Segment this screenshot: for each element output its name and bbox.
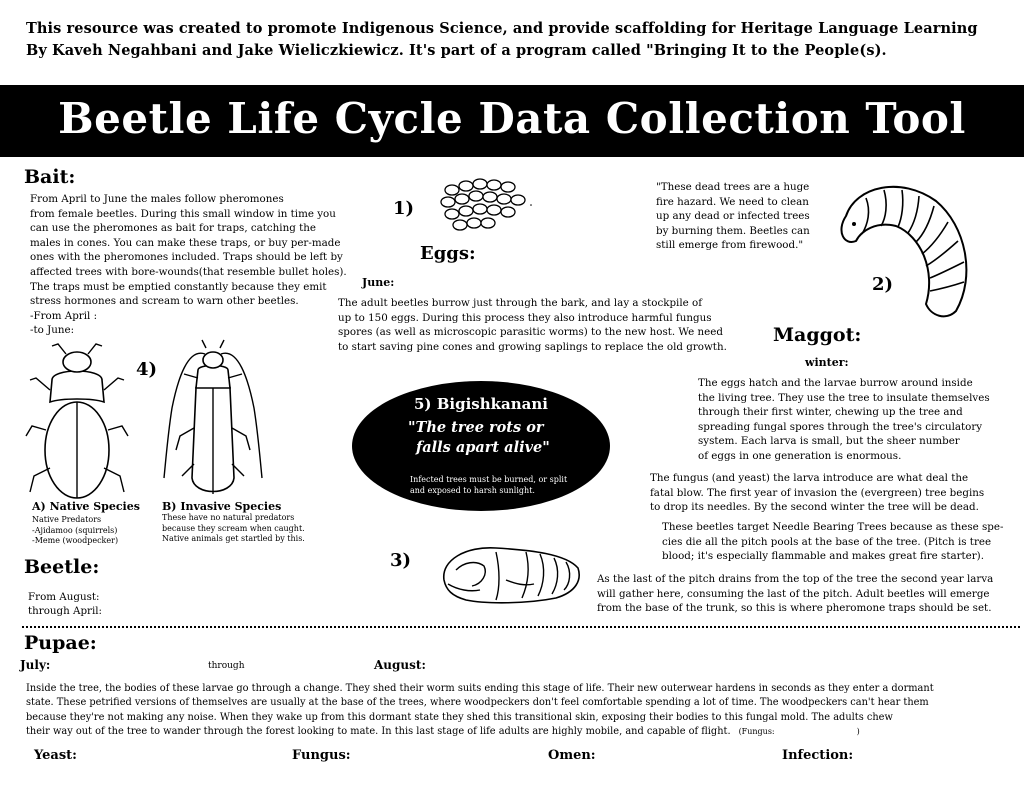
maggot-line: system. Each larva is small, but the sheer number xyxy=(698,435,960,448)
yeast-label: Yeast: xyxy=(34,748,77,763)
maggot-heading: Maggot: xyxy=(773,324,862,346)
pupae-july: July: xyxy=(20,658,51,672)
stage3-text xyxy=(597,572,1022,616)
beetle-through: through April: xyxy=(28,605,103,617)
beetle-heading: Beetle: xyxy=(24,556,100,578)
bait-line: from female beetles. During this small window in time you xyxy=(30,207,336,220)
native-species-label: A) Native Species xyxy=(32,500,140,513)
maggot-line: The fungus (and yeast) the larva introduce are what deal the xyxy=(650,472,969,484)
maggot-illustration xyxy=(826,176,976,321)
bait-line: stress hormones and scream to warn other beetles. xyxy=(30,295,299,308)
page-title: Beetle Life Cycle Data Collection Tool xyxy=(58,94,966,143)
maggot-line: cies die all the pitch pools at the base of the tree. (Pitch is tree xyxy=(662,535,992,548)
maggot-line: through their first winter, chewing up the tree and xyxy=(698,406,963,419)
bigishkanani-note xyxy=(410,474,567,496)
bait-line: ones with the pheromones included. Traps should be left by xyxy=(30,251,343,264)
section-divider xyxy=(22,626,1020,628)
eggs-line: to start saving pine cones and growing saplings to replace the old growth. xyxy=(338,340,727,353)
maggot-season: winter: xyxy=(805,356,849,369)
stage3-line: will gather here, consuming the last of the pitch. Adult beetles will emerge xyxy=(597,587,990,600)
infection-label: Infection: xyxy=(782,748,854,763)
bait-line: can use the pheromones as bait for traps, catching the xyxy=(30,222,316,235)
stage4-number: 4) xyxy=(136,359,158,380)
maggot-line: the living tree. They use the tree to insulate themselves xyxy=(698,391,990,404)
invasive-note: These have no natural predators xyxy=(162,513,295,522)
pupae-through: through xyxy=(208,661,245,671)
bait-heading: Bait: xyxy=(24,166,76,188)
fungus-note-close: ) xyxy=(856,726,860,736)
pupae-line: Inside the tree, the bodies of these larvae go through a change. They shed their worm suits ending this stage of life. Their new outerwear hardens in seconds as they enter a dormant xyxy=(26,683,934,694)
quote-line: still emerge from firewood." xyxy=(656,239,804,252)
bait-line: males in cones. You can make these traps, or buy per-made xyxy=(30,236,341,249)
bigishkanani-quote xyxy=(408,418,550,458)
beetle-from: From August: xyxy=(28,591,100,603)
maggot-line: to drop its needles. By the second winter the tree will be dead. xyxy=(650,501,979,514)
invasive-species-label: B) Invasive Species xyxy=(162,500,282,513)
native-note: Native Predators xyxy=(32,515,102,524)
pupae-line: their way out of the tree to wander through the forest looking to mate. In this last stage of life adults are highly mobile, and capable of flight. xyxy=(26,725,731,737)
omen-label: Omen: xyxy=(548,748,596,763)
invasive-note: Native animals get startled by this. xyxy=(162,534,305,543)
credit-text xyxy=(26,18,1006,62)
pupae-line: state. These petrified versions of themselves are usually at the base of the trees, where woodpeckers don't feel comfortable spending a lot of time. The woodpeckers can't hear them xyxy=(26,697,929,709)
eggs-line: spores (as well as microscopic parasitic worms) to the new host. We need xyxy=(338,326,723,339)
fire-hazard-quote xyxy=(656,180,831,253)
note-line-2: and exposed to harsh sunlight. xyxy=(410,486,535,495)
maggot-line: These beetles target Needle Bearing Trees because as these spe- xyxy=(662,521,1004,533)
maggot-number: 2) xyxy=(872,274,894,295)
pupae-text xyxy=(26,682,1018,739)
eggs-line: up to 150 eggs. During this process they also introduce harmful fungus xyxy=(338,311,712,324)
invasive-beetle-illustration xyxy=(158,338,268,503)
native-note: -Ajidamoo (squirrels) xyxy=(32,525,118,535)
maggot-line: of eggs in one generation is enormous. xyxy=(698,449,902,462)
credit-line-1: This resource was created to promote Indigenous Science, and provide scaffolding for Heritage Language Learning xyxy=(26,20,978,37)
maggot-text-c xyxy=(662,520,1020,564)
native-species-notes xyxy=(32,515,118,547)
stage3-line: As the last of the pitch drains from the top of the tree the second year larva xyxy=(597,573,994,585)
maggot-line: spreading fungal spores through the tree's circulatory xyxy=(698,420,983,433)
eggs-heading: Eggs: xyxy=(420,243,476,264)
eggs-line: The adult beetles burrow just through the bark, and lay a stockpile of xyxy=(338,297,703,309)
fungus-label: Fungus: xyxy=(292,748,351,763)
fungus-note-open: (Fungus: xyxy=(738,726,775,736)
note-line-1: Infected trees must be burned, or split xyxy=(410,475,568,484)
eggs-month: June: xyxy=(362,276,395,289)
native-note: -Meme (woodpecker) xyxy=(32,536,119,545)
native-beetle-illustration xyxy=(22,340,132,500)
quote-line-2: falls apart alive" xyxy=(416,439,550,456)
maggot-line: The eggs hatch and the larvae burrow around inside xyxy=(698,377,973,389)
eggs-illustration xyxy=(440,178,540,238)
maggot-text-a xyxy=(698,376,1018,464)
quote-line-1: "The tree rots or xyxy=(408,419,544,436)
eggs-number: 1) xyxy=(393,198,415,219)
stage3-number: 3) xyxy=(390,550,412,571)
maggot-line: fatal blow. The first year of invasion the (evergreen) tree begins xyxy=(650,486,985,499)
quote-line: "These dead trees are a huge xyxy=(656,181,810,193)
quote-line: up any dead or infected trees xyxy=(656,210,810,223)
bait-line: affected trees with bore-wounds(that resemble bullet holes). xyxy=(30,265,347,278)
bait-to-june: -to June: xyxy=(30,324,75,337)
invasive-species-notes xyxy=(162,513,305,545)
invasive-note: because they scream when caught. xyxy=(162,523,305,533)
stage3-line: from the base of the trunk, so this is where pheromone traps should be set. xyxy=(597,602,992,615)
credit-line-2: By Kaveh Negahbani and Jake Wieliczkiewicz. It's part of a program called "Bringing It to the People(s). xyxy=(26,42,887,59)
pupae-line: because they're not making any noise. When they wake up from this dormant state they shed this transitional skin, exposing their bodies to this fungal mold. The adults chew xyxy=(26,711,893,723)
quote-line: fire hazard. We need to clean xyxy=(656,195,809,208)
pupae-august: August: xyxy=(374,658,426,672)
eggs-text xyxy=(338,296,758,354)
quote-line: by burning them. Beetles can xyxy=(656,224,810,237)
bait-line: From April to June the males follow pheromones xyxy=(30,193,284,205)
bigishkanani-title: 5) Bigishkanani xyxy=(413,395,548,413)
maggot-text-b xyxy=(650,471,1020,515)
bait-from-april: -From April : xyxy=(30,309,98,322)
pupa-illustration xyxy=(436,540,586,608)
bait-line: The traps must be emptied constantly because they emit xyxy=(30,280,327,293)
maggot-line: blood; it's especially flammable and makes great fire starter). xyxy=(662,550,984,563)
bait-text xyxy=(30,192,360,338)
pupae-heading: Pupae: xyxy=(24,632,97,654)
